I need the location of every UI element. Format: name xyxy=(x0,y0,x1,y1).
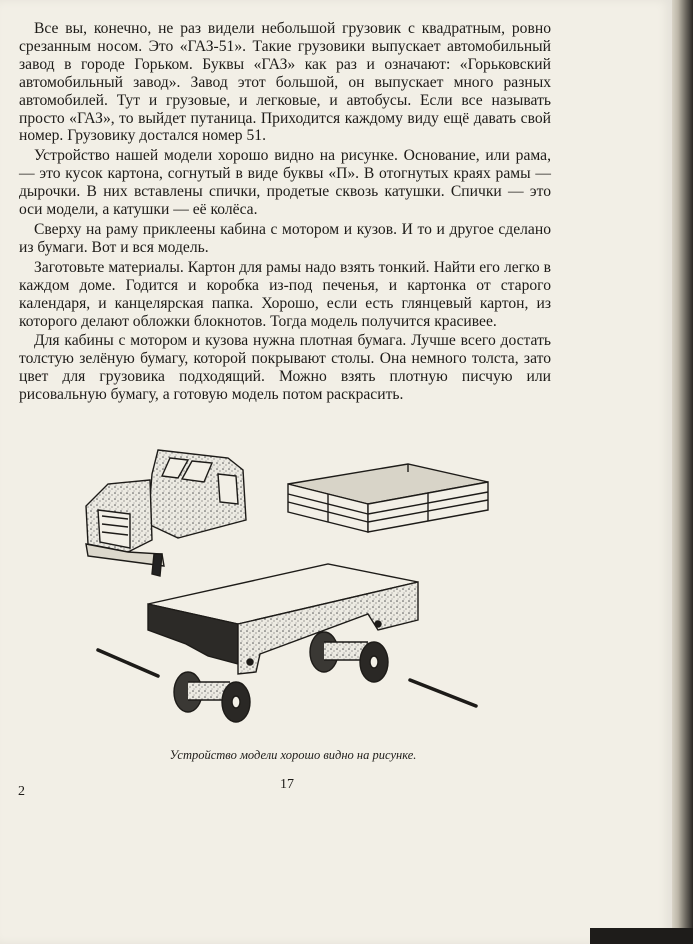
paragraph-3: Сверху на раму приклеены кабина с мотором и кузов. И то и другое сделано из бумаги. Вот и вся модель. xyxy=(19,220,551,256)
page-number: 17 xyxy=(280,777,294,792)
paragraph-1: Все вы, конечно, не раз видели небольшой грузовик с квадратным, ровно срезанным носом. Это «ГАЗ-51». Такие грузовики выпускает автомобильный завод в городе Горьком. Буквы «ГАЗ» как раз и означают: «Горьковский автомобильный завод». Завод этот большой, он выпускает много разных автомобилей. Тут и грузовые, и легковые, и автобусы. Если все называть просто «ГАЗ», то выйдет путаница. Приходится каждому виду ещё давать свой номер. Грузовику достался номер 51. xyxy=(19,20,551,145)
paragraph-5: Для кабины с мотором и кузова нужна плотная бумага. Лучше всего достать толстую зелёную бумагу, которой покрывают столы. Она немного толста, зато цвет для грузовика подходящий. Можно взять плотную писчую или рисовальную бумагу, а готовую модель потом раскрасить. xyxy=(19,332,551,404)
cargo-body-part xyxy=(288,464,488,532)
page-corner-shadow xyxy=(590,928,693,944)
figure-caption: Устройство модели хорошо видно на рисунке. xyxy=(169,748,417,762)
page-edge-shadow xyxy=(672,0,693,944)
cab-part xyxy=(86,450,246,576)
body-text xyxy=(19,20,551,406)
wheel-spool-2 xyxy=(310,632,388,682)
truck-model-illustration xyxy=(78,444,498,744)
paragraph-2: Устройство нашей модели хорошо видно на рисунке. Основание, или рама, — это кусок картона, согнутый в виде буквы «П». В отогнутых краях рамы — дырочки. В них вставлены спички, продетые сквозь катушки. Спички — это оси модели, а катушки — её колёса. xyxy=(19,147,551,219)
paragraph-4: Заготовьте материалы. Картон для рамы надо взять тонкий. Найти его легко в каждом доме. Годится и коробка из-под печенья, и картонка от старого календаря, и канцелярская папка. Хорошо, если есть глянцевый картон, из которого делают обложки блокнотов. Тогда модель получится красивее. xyxy=(19,258,551,330)
signature-mark: 2 xyxy=(18,784,25,799)
wheel-spool-1 xyxy=(174,672,250,722)
axle-parts xyxy=(98,650,476,706)
